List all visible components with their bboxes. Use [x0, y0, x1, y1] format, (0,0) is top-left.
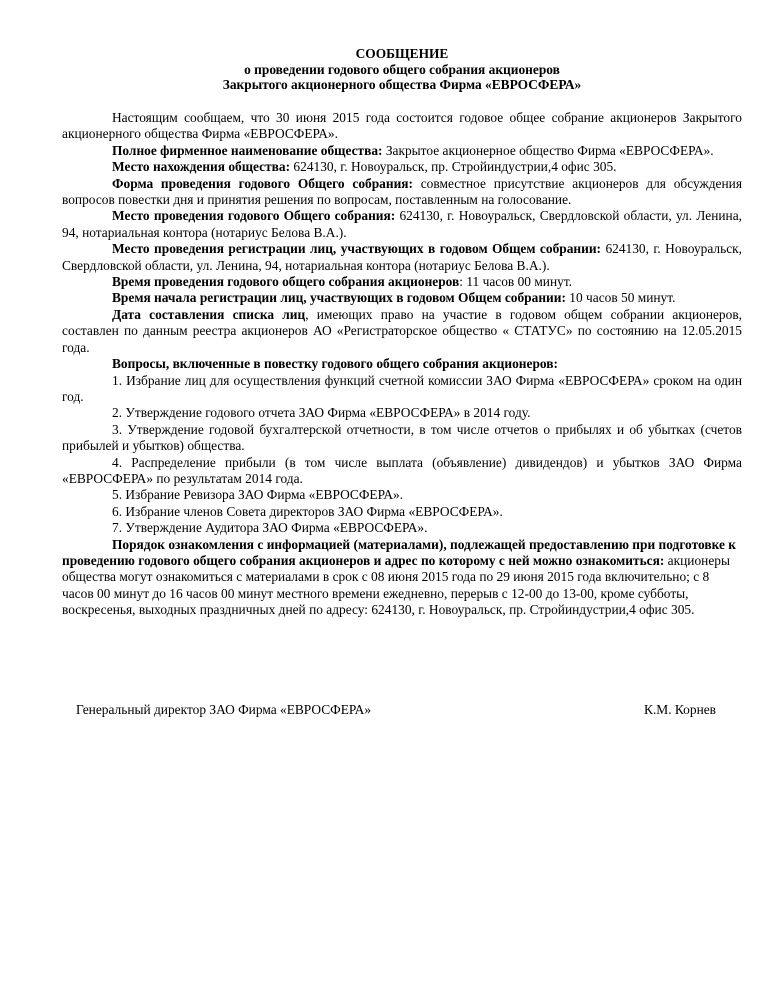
- agenda-item: 7. Утверждение Аудитора ЗАО Фирма «ЕВРОСФЕРА».: [112, 520, 428, 536]
- document-title: СООБЩЕНИЕ: [355, 46, 449, 61]
- form-value: совместное присутствие акционеров для обсуждения вопросов повестки дня и принятия решения по вопросам, поставленным на голосование.: [62, 175, 742, 208]
- registration-place-paragraph: [62, 241, 742, 274]
- intro-paragraph: Настоящим сообщаем, что 30 июня 2015 года состоится годовое общее собрание акционеров Закрытого акционерного общества Фирма «ЕВРОСФЕРА».: [62, 110, 742, 142]
- registration-place-label: Место проведения регистрации лиц, участвующих в годовом Общем собрании:: [112, 241, 602, 257]
- location-paragraph: [62, 159, 742, 175]
- agenda-heading: [62, 356, 742, 372]
- agenda-item: 1. Избрание лиц для осуществления функций счетной комиссии ЗАО Фирма «ЕВРОСФЕРА» сроком на один год.: [62, 372, 742, 404]
- registration-time-paragraph: [62, 290, 742, 306]
- list-date-paragraph: [62, 307, 742, 356]
- procedure-label: Порядок ознакомления с информацией (материалами), подлежащей предоставлению при подготовке к проведению годового общего собрания акционеров и адрес по которому с ней можно ознакомиться:: [62, 536, 736, 568]
- venue-value: 624130, г. Новоуральск, Свердловской области, ул. Ленина, 94, нотариальная контора (нотариус Белова В.А.).: [62, 208, 743, 240]
- registration-time-label: Время начала регистрации лиц, участвующих в годовом Общем собрании:: [112, 290, 566, 306]
- venue-paragraph: [62, 208, 742, 241]
- agenda-label: Вопросы, включенные в повестку годового общего собрания акционеров:: [112, 356, 558, 372]
- meeting-time-value: : 11 часов 00 минут.: [459, 274, 573, 290]
- list-date-label: Дата составления списка лиц: [112, 306, 306, 322]
- document-subtitle-2: Закрытого акционерного общества Фирма «ЕВРОСФЕРА»: [222, 77, 582, 92]
- document-page: [62, 46, 742, 619]
- agenda-item: 5. Избрание Ревизора ЗАО Фирма «ЕВРОСФЕРА».: [112, 487, 404, 503]
- form-paragraph: [62, 176, 742, 209]
- full-name-label: Полное фирменное наименование общества:: [112, 142, 383, 158]
- agenda-item: 3. Утверждение годовой бухгалтерской отчетности, в том числе отчетов о прибылях и об убытках (счетов прибылей и убытков) общества.: [62, 421, 742, 454]
- agenda-item: 2. Утверждение годового отчета ЗАО Фирма «ЕВРОСФЕРА» в 2014 году.: [112, 405, 531, 421]
- meeting-time-paragraph: [62, 274, 742, 290]
- procedure-paragraph: [62, 537, 742, 619]
- signatory-position: Генеральный директор ЗАО Фирма «ЕВРОСФЕРА»: [76, 702, 372, 717]
- full-name-paragraph: [62, 143, 742, 159]
- signatory-name: К.М. Корнев: [644, 702, 716, 717]
- meeting-time-label: Время проведения годового общего собрания акционеров: [112, 274, 460, 290]
- registration-time-value: 10 часов 50 минут.: [565, 290, 676, 306]
- location-label: Место нахождения общества:: [112, 159, 291, 175]
- location-value: 624130, г. Новоуральск, пр. Стройиндустрии,4 офис 305.: [290, 159, 617, 175]
- agenda-item: 4. Распределение прибыли (в том числе выплата (объявление) дивидендов) и убытков ЗАО Фирма «ЕВРОСФЕРА» по результатам 2014 года.: [62, 454, 742, 486]
- full-name-value: Закрытое акционерное общество Фирма «ЕВРОСФЕРА».: [382, 142, 714, 158]
- form-label: Форма проведения годового Общего собрания:: [112, 175, 413, 191]
- venue-label: Место проведения годового Общего собрания:: [112, 208, 396, 224]
- agenda-item: 6. Избрание членов Совета директоров ЗАО Фирма «ЕВРОСФЕРА».: [112, 503, 503, 519]
- list-date-value: , имеющих право на участие в годовом общем собрании акционеров, составлен по данным реестра акционеров АО «Регистраторское общество « СТАТУС» по состоянию на 12.05.2015 года.: [62, 306, 742, 355]
- registration-place-value: 624130, г. Новоуральск, Свердловской области, ул. Ленина, 94, нотариальная контора (нотариус Белова В.А.).: [62, 241, 742, 273]
- procedure-value: акционеры общества могут ознакомиться с материалами в срок с 08 июня 2015 года по 29 июня 2015 года включительно; с 8 часов 00 минут до 16 часов 00 минут местного времени ежедневно, перерыв с 12-00 до 13-00, кроме субботы, воскресенья, выходных праздничных дней по адресу: 624130, г. Новоуральск, пр. Стройиндустрии,4 офис 305.: [62, 552, 730, 618]
- document-subtitle-1: о проведении годового общего собрания акционеров: [244, 62, 560, 77]
